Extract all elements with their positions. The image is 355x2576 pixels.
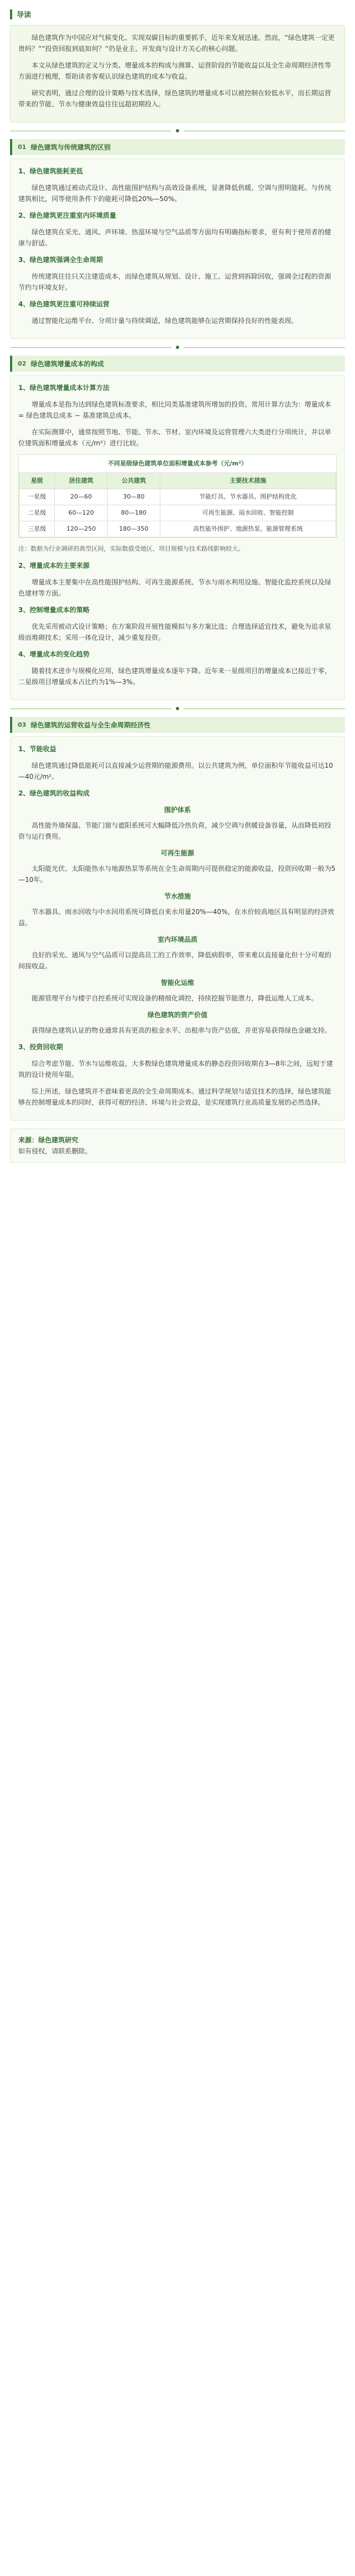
subheading: 1、节能收益 xyxy=(18,745,57,753)
table-cell: 30—80 xyxy=(108,489,160,505)
table-header: 公共建筑 xyxy=(108,473,160,489)
paragraph: 良好的采光、通风与空气品质可以提高员工的工作效率，降低病假率，带来难以直接量化但十分可观的间接收益。 xyxy=(18,951,332,970)
section-2-header xyxy=(10,356,345,372)
paragraph: 综合考虑节能、节水与运维收益，大多数绿色建筑增量成本的静态投资回收期在3—8年之间，远短于建筑的设计使用年限。 xyxy=(18,1060,333,1079)
paragraph: 在实际测算中，通常按照节地、节能、节水、节材、室内环境及运营管理六大类进行分项统计，并以单位建筑面积增量成本（元/m²）进行比较。 xyxy=(18,428,332,447)
table-row xyxy=(19,489,336,505)
center-heading: 节水措施 xyxy=(164,892,191,900)
center-heading: 智能化运维 xyxy=(160,979,194,987)
footer-source: 来源：绿色建筑研究 xyxy=(18,1136,79,1144)
section-number: 01 xyxy=(18,143,27,151)
paragraph: 节水器具、雨水回收与中水回用系统可降低自来水用量20%—40%，在水价较高地区具有明显的经济效益。 xyxy=(18,908,334,927)
table-cell: 可再生能源、雨水回收、智能控制 xyxy=(160,505,336,521)
table-cell: 三星级 xyxy=(19,521,55,537)
section-2-content xyxy=(10,375,345,700)
center-heading: 室内环境品质 xyxy=(157,936,197,943)
divider xyxy=(10,129,345,132)
subheading: 1、绿色建筑增量成本计算方法 xyxy=(18,384,110,392)
table-cell: 180—350 xyxy=(108,521,160,537)
center-heading: 可再生能源 xyxy=(160,849,194,857)
section-number: 03 xyxy=(18,721,27,728)
table-cell: 60—120 xyxy=(55,505,108,521)
intro-paragraph: 绿色建筑作为中国应对气候变化、实现双碳目标的重要抓手，近年来发展迅速。然而，“绿色建筑一定更贵吗？”“投资回报到底如何？”仍是业主、开发商与设计方关心的核心问题。 xyxy=(18,34,335,53)
conclusion-paragraph: 综上所述，绿色建筑并不意味着更高的全生命周期成本。通过科学规划与适宜技术的选择，绿色建筑能够在控制增量成本的同时，获得可观的经济、环境与社会效益，是实现建筑行业高质量发展的必然选择。 xyxy=(18,1087,332,1106)
paragraph: 绿色建筑在采光、通风、声环境、热湿环境与空气品质等方面均有明确指标要求，更有利于使用者的健康与舒适。 xyxy=(18,228,332,247)
section-title: 绿色建筑的运营收益与全生命周期经济性 xyxy=(31,721,151,729)
section-title: 绿色建筑增量成本的构成 xyxy=(31,360,104,368)
section-1-header xyxy=(10,139,345,155)
intro-paragraph: 本文从绿色建筑的定义与分类、增量成本的构成与测算、运营阶段的节能收益以及全生命周期经济性等方面进行梳理，帮助读者客观认识绿色建筑的成本与收益。 xyxy=(18,61,332,80)
paragraph: 获得绿色建筑认证的物业通常具有更高的租金水平、出租率与资产估值，并更容易获得绿色金融支持。 xyxy=(32,1027,332,1034)
table-cell: 80—180 xyxy=(108,505,160,521)
subheading: 1、绿色建筑能耗更低 xyxy=(18,167,83,175)
subheading: 3、绿色建筑强调全生命周期 xyxy=(18,256,103,264)
table-cell: 二星级 xyxy=(19,505,55,521)
section-number: 02 xyxy=(18,360,27,367)
table-caption: 不同星级绿色建筑单位面积增量成本参考（元/m²） xyxy=(108,460,247,467)
table-cell: 120—250 xyxy=(55,521,108,537)
paragraph: 传统建筑往往只关注建造成本，而绿色建筑从规划、设计、施工、运营到拆除回收，强调全过程的资源节约与环境友好。 xyxy=(18,273,332,291)
subheading: 3、控制增量成本的策略 xyxy=(18,606,90,614)
divider xyxy=(10,707,345,710)
table-row xyxy=(19,521,336,537)
subheading: 4、绿色建筑更注重可持续运营 xyxy=(18,300,110,308)
section-title: 绿色建筑与传统建筑的区别 xyxy=(31,143,111,151)
paragraph: 优先采用被动式设计策略；在方案阶段开展性能模拟与多方案比选；合理选择适宜技术，避免为追求星级而堆砌技术；采用一体化设计，减少重复投资。 xyxy=(18,623,332,642)
paragraph: 增量成本是指为达到绿色建筑标准要求，相比同类基准建筑所增加的投资。常用计算方法为：增量成本 = 绿色建筑总成本 − 基准建筑总成本。 xyxy=(18,401,332,419)
intro-accent-bar xyxy=(10,9,12,19)
table-row xyxy=(19,505,336,521)
paragraph: 能源管理平台与楼宇自控系统可实现设备的精细化调控，持续挖掘节能潜力，降低运维人工成本。 xyxy=(32,994,318,1002)
center-heading: 绿色建筑的资产价值 xyxy=(147,1011,207,1019)
section-1-content xyxy=(10,158,345,339)
subheading: 2、绿色建筑更注重室内环境质量 xyxy=(18,212,116,219)
section-3-content xyxy=(10,736,345,1121)
footer-note: 如有侵权，请联系删除。 xyxy=(18,1147,92,1155)
paragraph: 通过智能化运维平台、分项计量与持续调适，绿色建筑能够在运营期保持良好的性能表现。 xyxy=(32,317,298,325)
intro-box xyxy=(10,25,345,122)
paragraph: 太阳能光伏、太阳能热水与地源热泵等系统在全生命周期内可提供稳定的能源收益，投资回收期一般为5—10年。 xyxy=(18,865,336,884)
paragraph: 高性能外墙保温、节能门窗与遮阳系统可大幅降低冷热负荷，减少空调与供暖设备容量，从而降低初投资与运行费用。 xyxy=(18,822,332,840)
paragraph: 随着技术进步与规模化应用，绿色建筑增量成本逐年下降。近年来一星级项目的增量成本已接近于零，二星级项目增量成本占比约为1%—3%。 xyxy=(18,667,332,686)
cost-table xyxy=(18,454,337,538)
table-header: 居住建筑 xyxy=(55,473,108,489)
subheading: 4、增量成本的变化趋势 xyxy=(18,650,90,658)
table-cell: 节能灯具、节水器具、围护结构优化 xyxy=(160,489,336,505)
intro-label: 导读 xyxy=(17,11,32,19)
intro-paragraph: 研究表明，通过合理的设计策略与技术选择，绿色建筑的增量成本可以被控制在较低水平，而长期运营带来的节能、节水与健康效益往往远超初期投入。 xyxy=(18,89,332,108)
subheading: 3、投资回收期 xyxy=(18,1043,63,1051)
footer xyxy=(10,1128,345,1163)
subheading: 2、增量成本的主要来源 xyxy=(18,562,90,569)
table-header: 星级 xyxy=(19,473,55,489)
table-cell: 一星级 xyxy=(19,489,55,505)
section-3-header xyxy=(10,717,345,733)
paragraph: 绿色建筑通过降低能耗可以直接减少运营期的能源费用。以公共建筑为例，单位面积年节能收益可达10—40元/m²。 xyxy=(18,762,333,781)
table-cell: 20—60 xyxy=(55,489,108,505)
page xyxy=(0,0,355,1163)
center-heading: 围护体系 xyxy=(164,806,191,814)
intro-header xyxy=(0,0,355,23)
paragraph: 增量成本主要集中在高性能围护结构、可再生能源系统、节水与雨水利用设施、智能化监控系统以及绿色建材等方面。 xyxy=(18,578,332,597)
table-header: 主要技术措施 xyxy=(160,473,336,489)
table-note: 注：数据为行业调研的典型区间，实际数值受地区、项目规模与技术路线影响较大。 xyxy=(18,545,244,552)
table-cell: 高性能外围护、地源热泵、能源管理系统 xyxy=(160,521,336,537)
divider xyxy=(10,346,345,349)
subheading: 2、绿色建筑的收益构成 xyxy=(18,789,90,797)
paragraph: 绿色建筑通过被动式设计、高性能围护结构与高效设备系统，显著降低供暖、空调与照明能耗。与传统建筑相比，同等使用条件下的能耗可降低20%—50%。 xyxy=(18,184,332,203)
